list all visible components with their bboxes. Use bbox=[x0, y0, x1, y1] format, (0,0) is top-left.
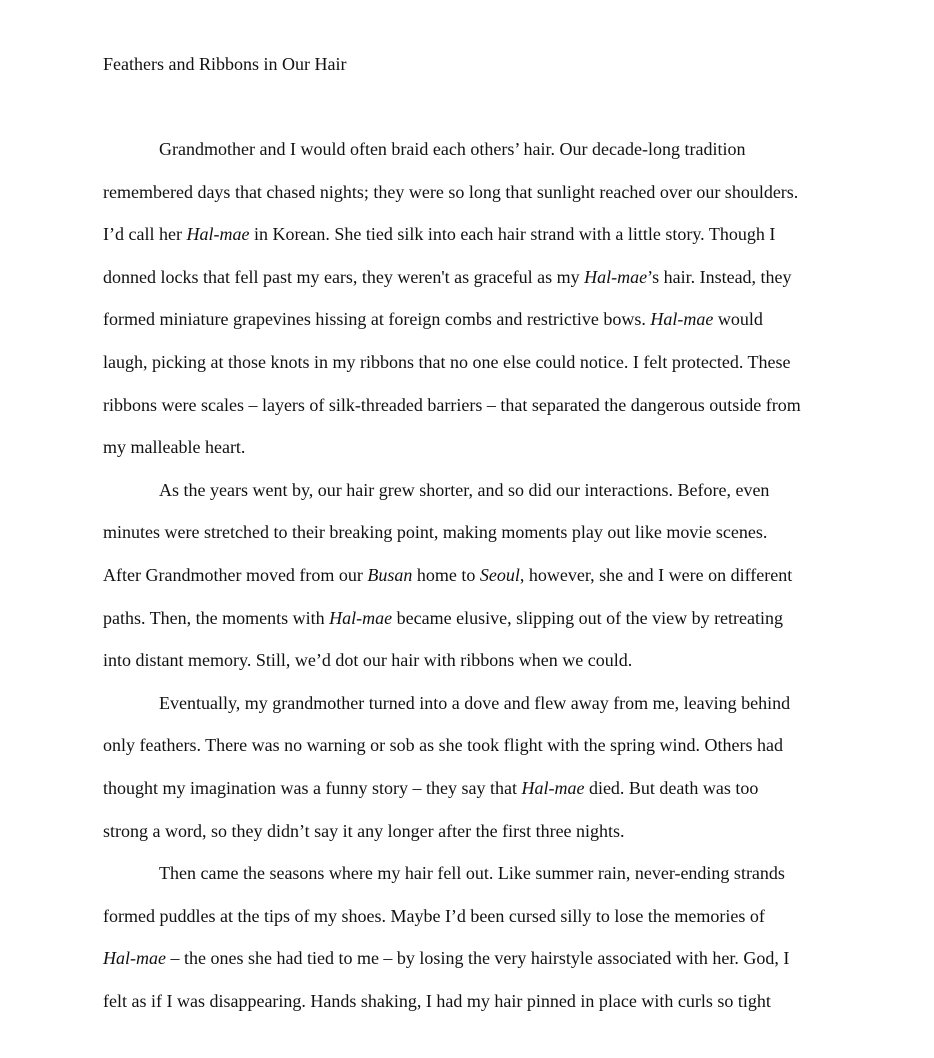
text-segment: home to bbox=[412, 564, 480, 585]
text-segment: paths. Then, the moments with bbox=[103, 607, 330, 628]
text-segment: ribbons were scales – layers of silk-threaded barriers – that separated the dangerous outside from bbox=[103, 394, 801, 415]
text-segment: felt as if I was disappearing. Hands shaking, I had my hair pinned in place with curls so tight bbox=[103, 990, 771, 1011]
text-line bbox=[103, 937, 843, 980]
text-line bbox=[103, 767, 843, 810]
text-segment: formed miniature grapevines hissing at foreign combs and restrictive bows. bbox=[103, 309, 651, 330]
document-body bbox=[103, 128, 843, 1022]
text-line bbox=[103, 682, 843, 725]
text-segment: laugh, picking at those knots in my ribbons that no one else could notice. I felt protected. These bbox=[103, 351, 791, 372]
text-segment: , however, she and I were on different bbox=[519, 564, 793, 585]
text-segment: Eventually, my grandmother turned into a dove and flew away from me, leaving behind bbox=[159, 692, 791, 713]
text-line bbox=[103, 895, 843, 938]
text-segment: became elusive, slipping out of the view by retreating bbox=[392, 607, 784, 628]
text-segment: my malleable heart. bbox=[103, 437, 246, 458]
italic-text: Hal-mae bbox=[650, 309, 714, 330]
text-segment: As the years went by, our hair grew shorter, and so did our interactions. Before, even bbox=[159, 479, 770, 500]
text-segment: formed puddles at the tips of my shoes. Maybe I’d been cursed silly to lose the memories of bbox=[103, 905, 765, 926]
text-line bbox=[103, 128, 843, 171]
text-segment: only feathers. There was no warning or sob as she took flight with the spring wind. Others had bbox=[103, 735, 784, 756]
text-segment: minutes were stretched to their breaking point, making moments play out like movie scenes. bbox=[103, 522, 768, 543]
italic-text: Hal-mae bbox=[521, 777, 585, 798]
text-segment: ’s hair. Instead, they bbox=[647, 266, 792, 287]
text-line bbox=[103, 426, 843, 469]
text-line bbox=[103, 256, 843, 299]
text-segment: – the ones she had tied to me – by losing the very hairstyle associated with her. God, I bbox=[165, 948, 790, 969]
text-segment: in Korean. She tied silk into each hair strand with a little story. Though I bbox=[249, 224, 776, 245]
text-segment: I’d call her bbox=[103, 224, 187, 245]
text-segment: remembered days that chased nights; they were so long that sunlight reached over our shoulders. bbox=[103, 181, 799, 202]
italic-text: Hal-mae bbox=[329, 607, 393, 628]
italic-text: Seoul bbox=[479, 564, 520, 585]
text-line bbox=[103, 298, 843, 341]
text-line bbox=[103, 384, 843, 427]
text-line bbox=[103, 213, 843, 256]
text-segment: died. But death was too bbox=[584, 777, 759, 798]
text-segment: donned locks that fell past my ears, they weren't as graceful as my bbox=[103, 266, 585, 287]
text-segment: would bbox=[713, 309, 763, 330]
text-segment: thought my imagination was a funny story – they say that bbox=[103, 777, 522, 798]
italic-text: Hal-mae bbox=[186, 224, 250, 245]
text-line bbox=[103, 639, 843, 682]
text-segment: Grandmother and I would often braid each others’ hair. Our decade-long tradition bbox=[159, 139, 746, 159]
text-line bbox=[103, 554, 843, 597]
italic-text: Busan bbox=[367, 564, 413, 585]
italic-text: Hal-mae bbox=[103, 948, 166, 969]
text-line bbox=[103, 810, 843, 853]
text-line bbox=[103, 511, 843, 554]
document-title: Feathers and Ribbons in Our Hair bbox=[103, 54, 347, 74]
text-segment: strong a word, so they didn’t say it any longer after the first three nights. bbox=[103, 820, 625, 841]
text-line bbox=[103, 469, 843, 512]
text-line bbox=[103, 597, 843, 640]
text-line bbox=[103, 341, 843, 384]
text-segment: into distant memory. Still, we’d dot our hair with ribbons when we could. bbox=[103, 650, 633, 671]
text-line bbox=[103, 171, 843, 214]
italic-text: Hal-mae bbox=[584, 266, 648, 287]
text-segment: After Grandmother moved from our bbox=[103, 564, 368, 585]
text-line bbox=[103, 980, 843, 1023]
text-segment: Then came the seasons where my hair fell out. Like summer rain, never-ending strands bbox=[159, 863, 785, 884]
text-line bbox=[103, 852, 843, 895]
text-line bbox=[103, 724, 843, 767]
